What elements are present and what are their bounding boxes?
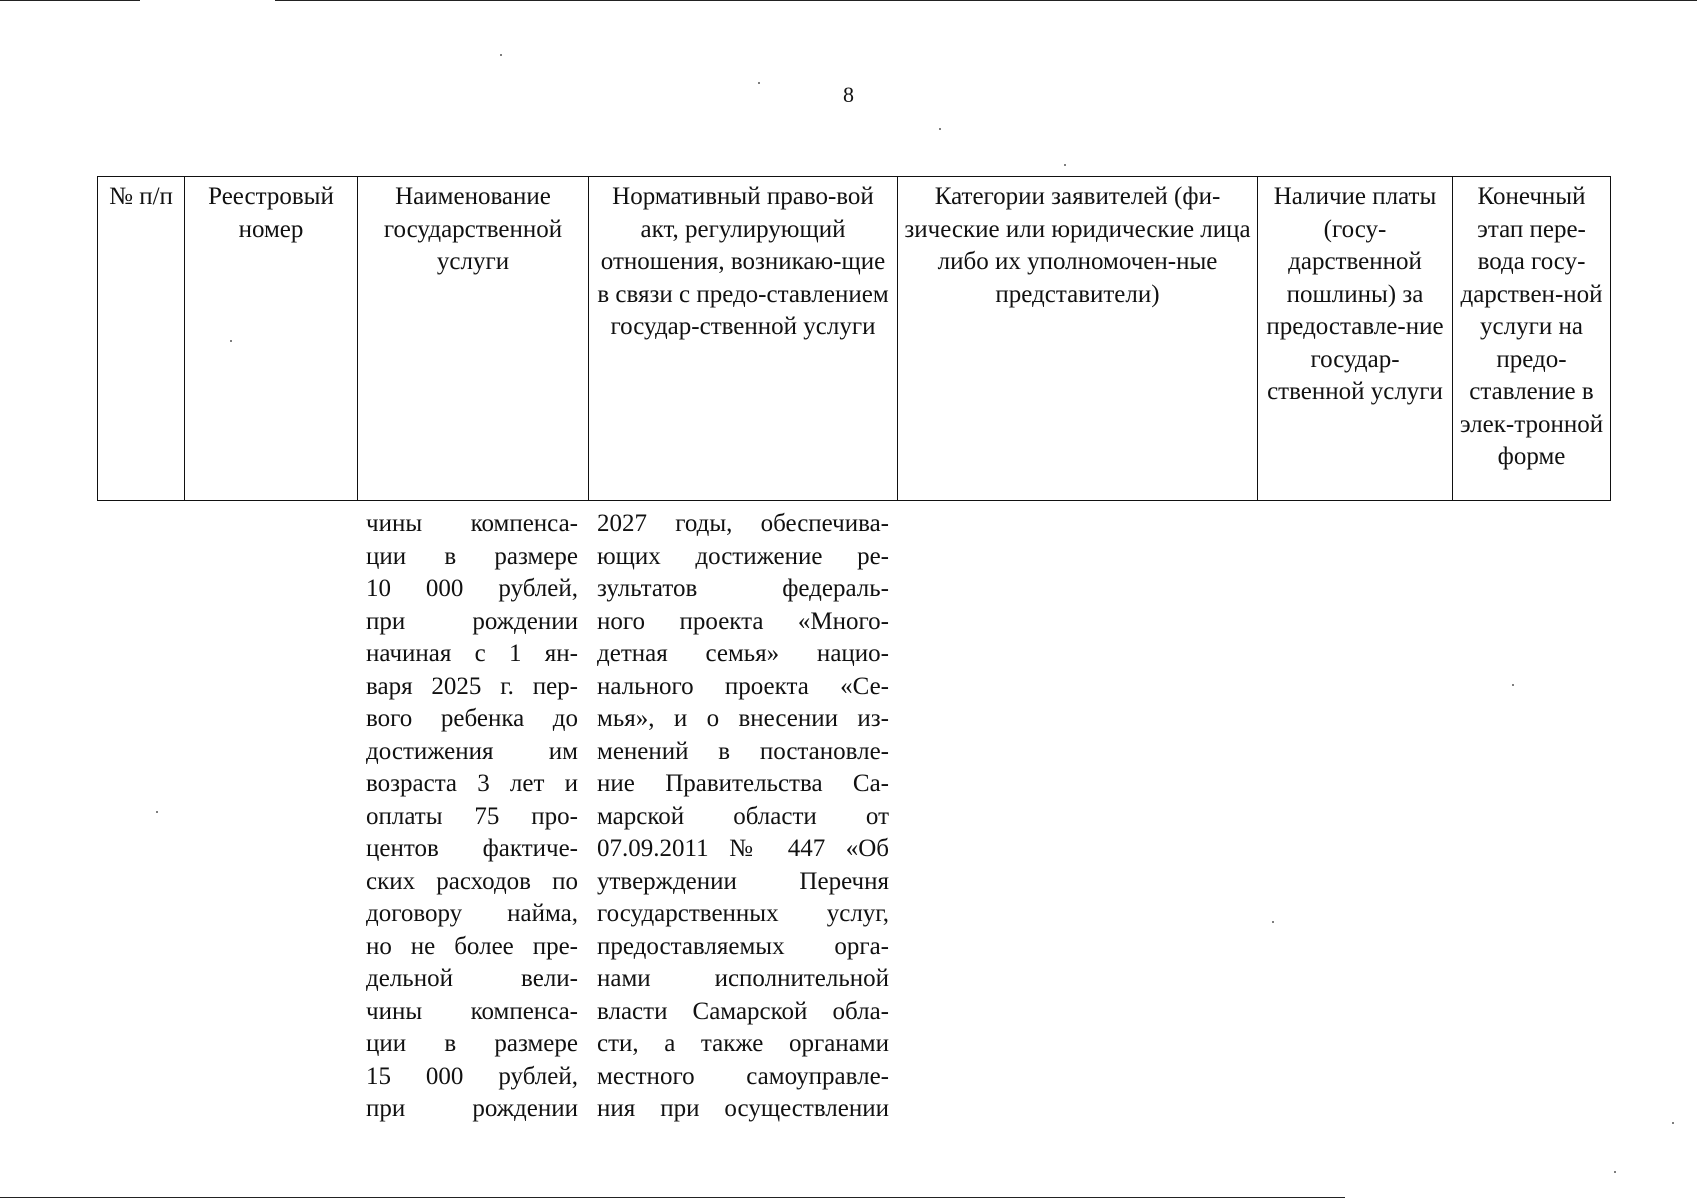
text-line: менений в постановле-	[597, 737, 889, 765]
header-row	[98, 177, 1611, 501]
text-line: чины компенса-	[366, 997, 578, 1025]
scan-speck	[939, 128, 941, 130]
legal-act-continuation	[597, 508, 889, 1126]
text-line: вого ребенка до	[366, 705, 578, 732]
service-name-continuation	[366, 508, 578, 1126]
text-line: местного самоуправле-	[597, 1062, 889, 1090]
text-line: 15 000 рублей,	[366, 1062, 578, 1090]
scan-speck	[1272, 921, 1274, 923]
text-line: ния при осуществлении	[597, 1095, 889, 1122]
text-line: дельной вели-	[366, 965, 578, 992]
text-line: ние Правительства Са-	[597, 770, 889, 797]
text-line: ного проекта «Много-	[597, 607, 889, 635]
header-final-stage: Конечный этап пере-вода госу-дарствен-ной услуги на предо-ставление в элек-тронной форме	[1453, 177, 1611, 501]
text-line: варя 2025 г. пер-	[366, 672, 578, 700]
text-line: но не более пре-	[366, 932, 578, 960]
text-line: чины компенса-	[366, 510, 578, 537]
header-service-name: Наименование государственной услуги	[358, 177, 589, 501]
text-line: ющих достижение ре-	[597, 542, 889, 570]
text-line: государственных услуг,	[597, 900, 889, 927]
services-table-header	[97, 176, 1611, 501]
text-line: 2027 годы, обеспечива-	[597, 510, 889, 537]
header-registry-number: Реестровый номер	[185, 177, 358, 501]
scan-speck	[1672, 1122, 1674, 1124]
text-line: предоставляемых орга-	[597, 932, 889, 960]
text-line: оплаты 75 про-	[366, 802, 578, 830]
text-line: 10 000 рублей,	[366, 575, 578, 602]
scan-speck	[1614, 1171, 1616, 1173]
page-number: 8	[843, 82, 854, 107]
header-legal-act: Нормативный право-вой акт, регулирующий отношения, возникаю-щие в связи с предо-ставлением государ-ственной услуги	[589, 177, 898, 501]
text-line: достижения им	[366, 737, 578, 765]
header-fee: Наличие платы (госу-дарственной пошлины) за предоставле-ние государ-ственной услуги	[1258, 177, 1453, 501]
text-line: 07.09.2011 № 447 «Об	[597, 835, 889, 862]
text-line: ских расходов по	[366, 867, 578, 895]
header-applicant-categories: Категории заявителей (фи-зические или юридические лица либо их уполномочен-ные представители)	[898, 177, 1258, 501]
text-line: власти Самарской обла-	[597, 997, 889, 1025]
text-line: мья», и о внесении из-	[597, 705, 889, 732]
text-line: ции в размере	[366, 542, 578, 570]
scan-speck	[156, 811, 158, 813]
scan-speck	[500, 54, 502, 56]
text-line: марской области от	[597, 802, 889, 830]
text-line: ции в размере	[366, 1030, 578, 1057]
text-line: нального проекта «Се-	[597, 672, 889, 700]
scan-speck	[758, 82, 760, 84]
text-line: центов фактиче-	[366, 835, 578, 862]
text-line: возраста 3 лет и	[366, 770, 578, 797]
text-line: нами исполнительной	[597, 965, 889, 992]
text-line: утверждении Перечня	[597, 867, 889, 895]
header-number: № п/п	[98, 177, 185, 501]
text-line: при рождении	[366, 607, 578, 635]
text-line: детная семья» нацио-	[597, 640, 889, 667]
top-scan-line-right	[275, 0, 1697, 1]
top-scan-line-left	[0, 0, 140, 1]
scan-speck	[1064, 164, 1066, 166]
text-line: сти, а также органами	[597, 1030, 889, 1057]
text-line: договору найма,	[366, 900, 578, 927]
text-line: при рождении	[366, 1095, 578, 1122]
scan-speck	[1512, 684, 1514, 686]
text-line: начиная с 1 ян-	[366, 640, 578, 667]
text-line: зультатов федераль-	[597, 575, 889, 602]
bottom-scan-line	[0, 1197, 1345, 1198]
